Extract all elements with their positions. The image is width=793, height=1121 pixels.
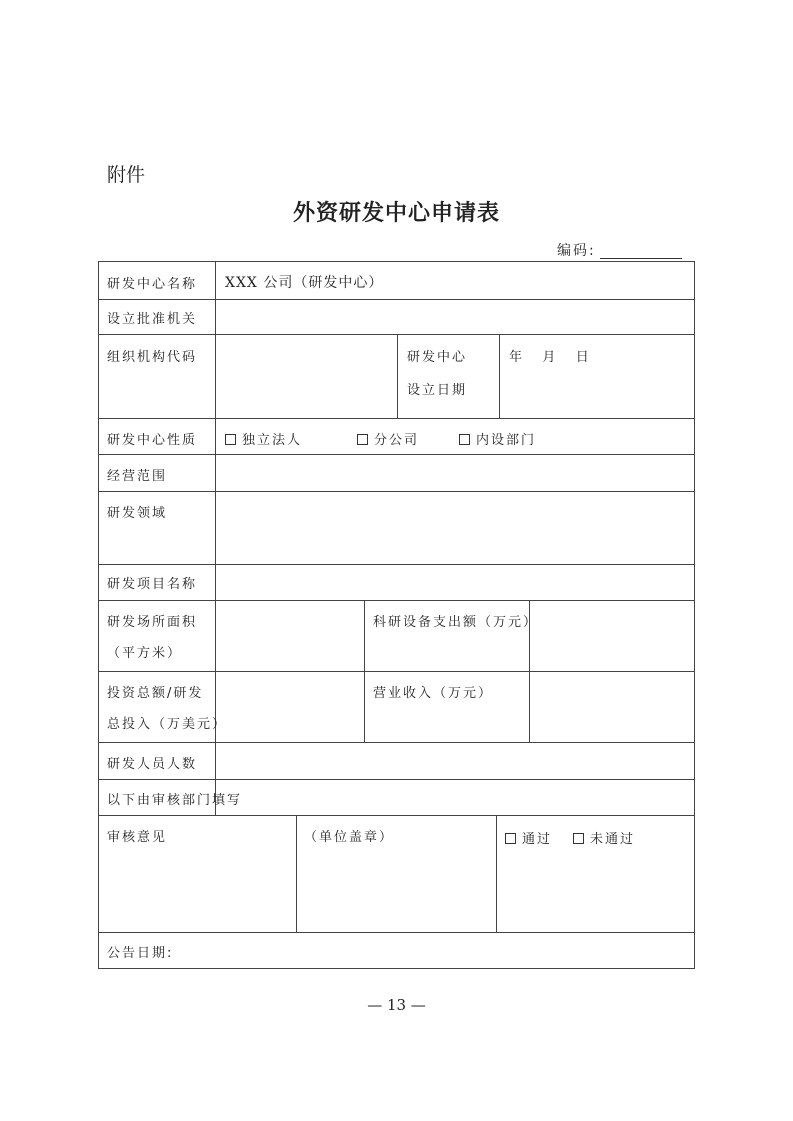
form-title: 外资研发中心申请表 <box>292 200 500 226</box>
checkbox-icon <box>225 434 236 445</box>
col-divider <box>364 600 365 742</box>
business-scope-label: 经营范围 <box>107 469 168 484</box>
seal-label: （单位盖章） <box>304 830 395 845</box>
checkbox-icon <box>459 434 470 445</box>
investment-label-line1: 投资总额/研发 <box>107 686 204 701</box>
row-divider <box>99 491 695 492</box>
center-name-label: 研发中心名称 <box>107 277 198 292</box>
nature-option-branch[interactable]: 分公司 <box>357 429 419 448</box>
attachment-label: 附件 <box>107 164 146 186</box>
setup-date-label-line1: 研发中心 <box>407 350 468 365</box>
center-name-value[interactable]: XXX 公司（研发中心） <box>225 275 384 291</box>
page-number: — 13 — <box>367 996 426 1014</box>
rd-field-label: 研发领域 <box>107 506 168 521</box>
review-option-fail[interactable]: 未通过 <box>573 828 635 847</box>
col-divider <box>215 262 216 815</box>
setup-date-label-line2: 设立日期 <box>407 383 468 398</box>
staff-count-label: 研发人员人数 <box>107 757 198 772</box>
row-divider <box>99 779 695 780</box>
checkbox-icon <box>505 833 516 844</box>
row-divider <box>99 932 695 933</box>
announce-date-label: 公告日期: <box>107 946 174 961</box>
row-divider <box>99 742 695 743</box>
application-form-table <box>98 261 695 969</box>
row-divider <box>99 299 695 300</box>
col-divider <box>496 815 497 932</box>
equipment-expense-label: 科研设备支出额（万元） <box>373 615 539 630</box>
review-section-label: 以下由审核部门填写 <box>107 793 243 808</box>
col-divider <box>397 334 398 418</box>
revenue-label: 营业收入（万元） <box>373 686 494 701</box>
site-area-label-line1: 研发场所面积 <box>107 615 198 630</box>
project-name-label: 研发项目名称 <box>107 577 198 592</box>
row-divider <box>99 671 695 672</box>
nature-option-independent[interactable]: 独立法人 <box>225 429 302 448</box>
row-divider <box>99 600 695 601</box>
review-opinion-label: 审核意见 <box>107 830 168 845</box>
row-divider <box>99 454 695 455</box>
row-divider <box>99 418 695 419</box>
org-code-label: 组织机构代码 <box>107 350 198 365</box>
approval-authority-label: 设立批准机关 <box>107 312 198 327</box>
investment-label-line2: 总投入（万美元） <box>107 717 228 732</box>
checkbox-icon <box>357 434 368 445</box>
site-area-label-line2: （平方米） <box>107 646 183 661</box>
checkbox-icon <box>573 833 584 844</box>
row-divider <box>99 564 695 565</box>
review-option-pass[interactable]: 通过 <box>505 828 552 847</box>
nature-option-internal[interactable]: 内设部门 <box>459 429 536 448</box>
code-input-line[interactable] <box>600 258 682 259</box>
col-divider <box>499 334 500 418</box>
nature-label: 研发中心性质 <box>107 433 198 448</box>
col-divider <box>296 815 297 932</box>
row-divider <box>99 815 695 816</box>
code-label: 编码: <box>557 243 596 259</box>
setup-date-value[interactable]: 年 月 日 <box>509 350 591 365</box>
